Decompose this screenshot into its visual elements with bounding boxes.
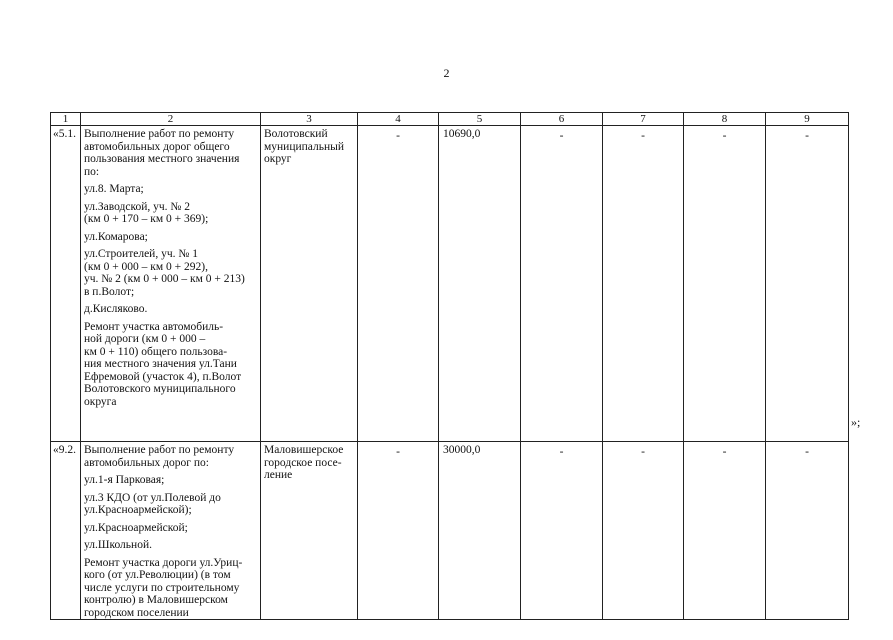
text-line: Ефремовой (участок 4), п.Волот — [84, 370, 242, 383]
text-line: км 0 + 110) общего пользова- — [84, 345, 228, 358]
col-4-cell: - — [358, 126, 439, 442]
amount-cell: 10690,0 — [439, 126, 521, 442]
text-line: в п.Волот; — [84, 285, 135, 298]
municipality-cell — [261, 126, 358, 442]
text-line: уч. № 2 (км 0 + 000 – км 0 + 213) — [84, 273, 245, 285]
header-col-2: 2 — [81, 113, 261, 126]
col-6-cell: - — [521, 126, 603, 442]
col-7-cell: - — [603, 126, 684, 442]
text-line: Волотовский — [264, 128, 328, 140]
text-line: ул.Школьной. — [84, 539, 152, 551]
text-line: кого (от ул.Революции) (в том — [84, 569, 231, 581]
work-paragraph — [84, 303, 257, 316]
text-line: ул.1-я Парковая; — [84, 474, 165, 486]
table-row — [51, 126, 849, 442]
municipality-cell — [261, 442, 358, 620]
text-line: автомобильных дорог по: — [84, 456, 209, 469]
col-9-cell: - — [766, 442, 849, 620]
header-col-4: 4 — [358, 113, 439, 126]
text-line: ул.Красноармейской); — [84, 504, 192, 516]
text-line: городское посе- — [264, 456, 342, 469]
header-col-8: 8 — [684, 113, 766, 126]
work-description — [81, 126, 261, 442]
text-line: ной дороги (км 0 + 000 – — [84, 333, 206, 345]
work-paragraph — [84, 474, 257, 487]
text-line: ул.8. Марта; — [84, 183, 144, 195]
header-col-6: 6 — [521, 113, 603, 126]
col-6-cell: - — [521, 442, 603, 620]
budget-table — [50, 112, 849, 620]
table-row — [51, 442, 849, 620]
text-line: автомобильных дорог общего — [84, 140, 230, 153]
col-8-cell: - — [684, 442, 766, 620]
header-col-3: 3 — [261, 113, 358, 126]
work-description — [81, 442, 261, 620]
text-line: контролю) в Маловишерском — [84, 594, 228, 606]
text-line: округ — [264, 153, 292, 165]
text-line: пользования местного значения — [84, 153, 240, 165]
text-line: ул.Красноармейской; — [84, 521, 188, 534]
row-number: «9.2. — [51, 442, 81, 620]
text-line: Выполнение работ по ремонту — [84, 444, 235, 456]
header-col-7: 7 — [603, 113, 684, 126]
text-line: Ремонт участка дороги ул.Уриц- — [84, 556, 243, 569]
text-line: округа — [84, 395, 117, 408]
work-paragraph — [84, 539, 257, 552]
header-col-5: 5 — [439, 113, 521, 126]
text-line: ул.Строителей, уч. № 1 — [84, 248, 198, 260]
text-line: Ремонт участка автомобиль- — [84, 320, 224, 333]
text-line: городском поселении — [84, 606, 189, 619]
text-line: ление — [264, 469, 293, 481]
page-number: 2 — [443, 66, 450, 80]
col-9-cell: - — [766, 126, 849, 442]
work-paragraph — [84, 522, 257, 535]
text-line: д.Кисляково. — [84, 303, 148, 315]
row-number: «5.1. — [51, 126, 81, 442]
text-line: Выполнение работ по ремонту — [84, 128, 235, 140]
header-col-1: 1 — [51, 113, 81, 126]
work-paragraph — [84, 231, 257, 244]
text-line: Волотовского муниципального — [84, 383, 236, 395]
work-paragraph — [84, 321, 257, 409]
work-paragraph — [84, 557, 257, 620]
work-paragraph — [84, 201, 257, 226]
text-line: (км 0 + 170 – км 0 + 369); — [84, 213, 209, 225]
text-line: по: — [84, 165, 100, 178]
header-row — [51, 113, 849, 126]
text-line: числе услуги по строительному — [84, 581, 240, 594]
work-paragraph — [84, 128, 257, 178]
text-line: ния местного значения ул.Тани — [84, 358, 237, 370]
work-paragraph — [84, 492, 257, 517]
work-paragraph — [84, 183, 257, 196]
header-col-9: 9 — [766, 113, 849, 126]
work-paragraph — [84, 444, 257, 469]
work-paragraph — [84, 248, 257, 298]
closing-mark: »; — [851, 415, 861, 429]
col-8-cell: - — [684, 126, 766, 442]
col-7-cell: - — [603, 442, 684, 620]
text-line: ул.3 КДО (от ул.Полевой до — [84, 491, 221, 504]
col-4-cell: - — [358, 442, 439, 620]
amount-cell: 30000,0 — [439, 442, 521, 620]
text-line: муниципальный — [264, 140, 345, 153]
text-line: Маловишерское — [264, 444, 344, 456]
text-line: ул.Комарова; — [84, 230, 148, 243]
text-line: ул.Заводской, уч. № 2 — [84, 200, 190, 213]
text-line: (км 0 + 000 – км 0 + 292), — [84, 260, 208, 273]
